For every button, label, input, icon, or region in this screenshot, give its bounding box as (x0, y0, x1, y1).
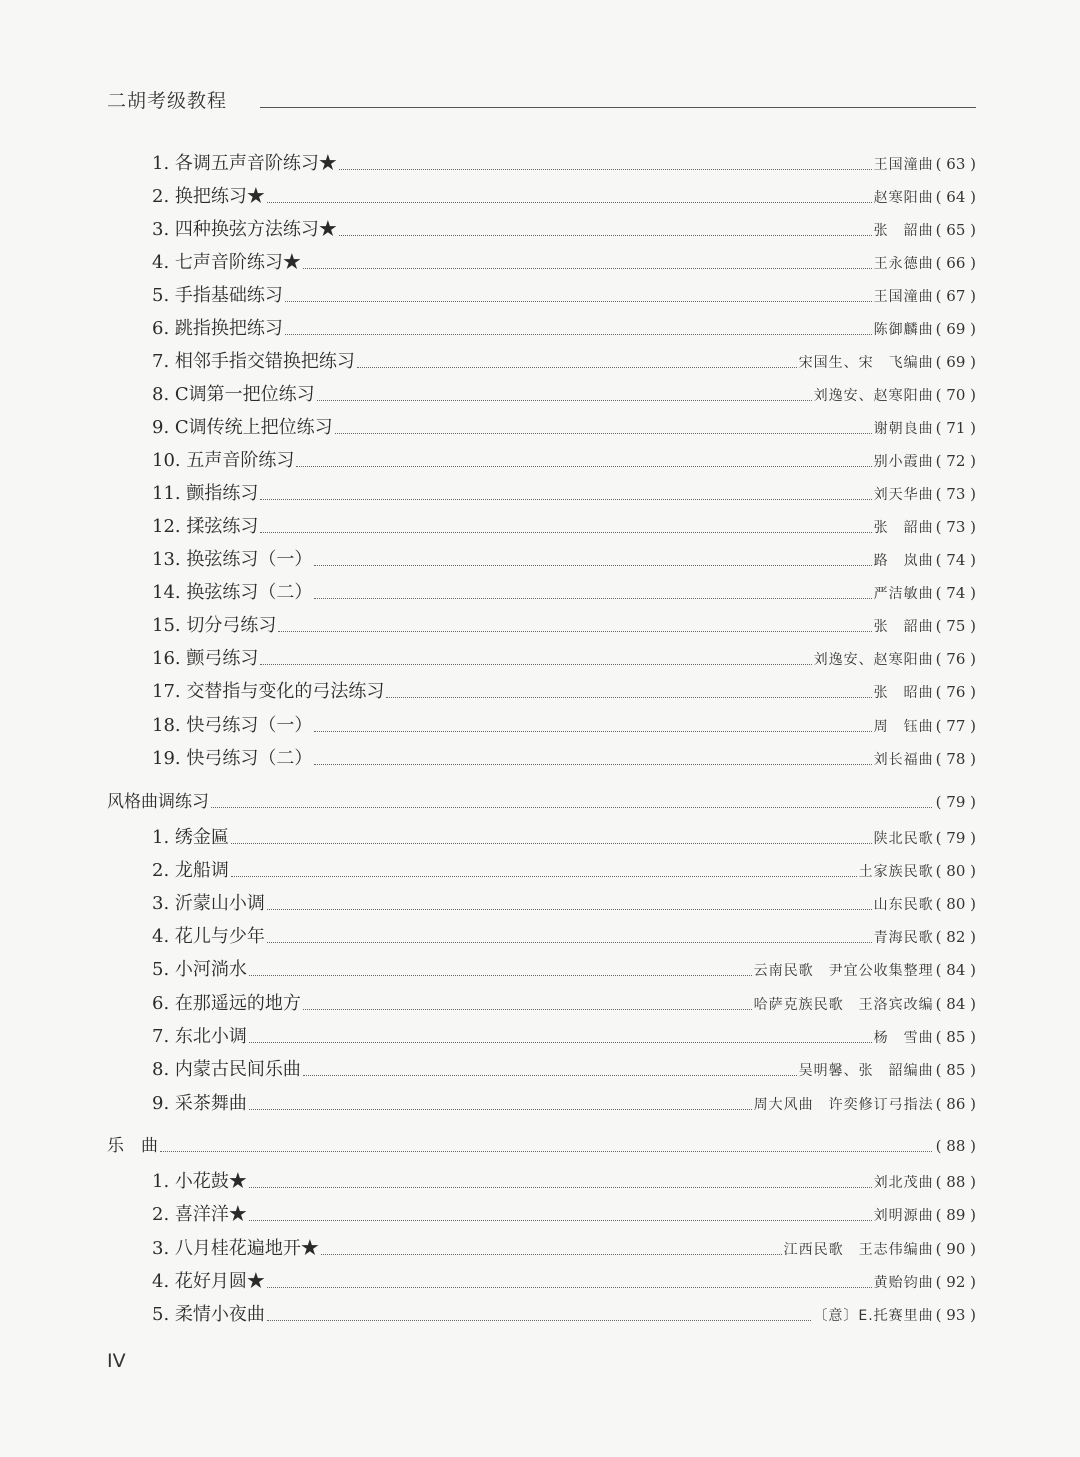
toc-entry-credit: 土家族民歌 (858, 864, 934, 880)
toc-page-number: ( 80 ) (935, 862, 976, 880)
toc-page-number: ( 73 ) (935, 485, 976, 503)
toc-page-number: ( 80 ) (935, 895, 976, 913)
toc-page-number: ( 76 ) (935, 683, 976, 701)
toc-entry-title: 1. 小花鼓★ (152, 1171, 247, 1192)
toc-entry-row[interactable] (152, 892, 976, 916)
toc-entry-title: 2. 龙船调 (152, 860, 229, 881)
toc-entry-title: 3. 八月桂花遍地开★ (152, 1238, 319, 1259)
toc-entry-credit: 杨 雪曲 (873, 1030, 934, 1046)
dot-leader (314, 763, 871, 765)
dot-leader (249, 1108, 752, 1110)
toc-entry-title: 11. 颤指练习 (152, 483, 259, 504)
toc-entry-credit: 〔意〕E.托赛里曲 (813, 1308, 934, 1324)
toc-entry-credit: 周大风曲 许奕修订弓指法 (753, 1097, 934, 1113)
toc-entry-row[interactable] (152, 1203, 976, 1227)
toc-entry-title: 17. 交替指与变化的弓法练习 (152, 681, 385, 702)
dot-leader (267, 201, 872, 203)
toc-entry-row[interactable] (152, 1058, 976, 1082)
dot-leader (249, 1219, 872, 1221)
toc-page-number: ( 89 ) (935, 1206, 976, 1224)
toc-page-number: ( 74 ) (935, 551, 976, 569)
toc-entry-title: 5. 小河淌水 (152, 959, 247, 980)
toc-entry-title: 18. 快弓练习（一） (152, 715, 313, 736)
toc-entry-row[interactable] (152, 859, 976, 883)
toc-entry-title: 2. 换把练习★ (152, 186, 265, 207)
toc-entry-credit: 路 岚曲 (873, 553, 934, 569)
toc-entry-title: 12. 揉弦练习 (152, 516, 259, 537)
dot-leader (249, 1041, 872, 1043)
toc-entry-title: 2. 喜洋洋★ (152, 1204, 247, 1225)
toc-page-number: ( 85 ) (935, 1061, 976, 1079)
dot-leader (249, 1186, 872, 1188)
dot-leader (260, 663, 811, 665)
dot-leader (285, 333, 872, 335)
toc-entry-row[interactable] (152, 416, 976, 440)
toc-entry-title: 3. 沂蒙山小调 (152, 893, 265, 914)
toc-page-number: ( 92 ) (935, 1273, 976, 1291)
toc-entry-row[interactable] (152, 614, 976, 638)
dot-leader (296, 465, 871, 467)
toc-section-row[interactable] (107, 1134, 976, 1158)
toc-entry-title: 8. C调第一把位练习 (152, 384, 315, 405)
toc-entry-row[interactable] (152, 152, 976, 176)
toc-page-number: ( 79 ) (935, 793, 976, 811)
dot-leader (267, 1319, 811, 1321)
toc-entry-credit: 王国潼曲 (873, 289, 934, 305)
toc-page-number: ( 74 ) (935, 584, 976, 602)
dot-leader (303, 267, 872, 269)
dot-leader (335, 432, 872, 434)
toc-section-title: 风格曲调练习 (107, 792, 209, 812)
toc-entry-credit: 刘逸安、赵寒阳曲 (813, 388, 934, 404)
toc-page-number: ( 69 ) (935, 353, 976, 371)
toc-page-number: ( 82 ) (935, 928, 976, 946)
page-number: IV (107, 1350, 126, 1372)
toc-entry-credit: 陈御麟曲 (873, 322, 934, 338)
toc-entry-title: 3. 四种换弦方法练习★ (152, 219, 337, 240)
dot-leader (267, 1286, 872, 1288)
dot-leader (386, 696, 871, 698)
toc-entry-credit: 宋国生、宋 飞编曲 (798, 355, 934, 371)
toc-page-number: ( 71 ) (935, 419, 976, 437)
toc-page-number: ( 69 ) (935, 320, 976, 338)
toc-entry-credit: 谢朝良曲 (873, 421, 934, 437)
toc-entry-row[interactable] (152, 449, 976, 473)
toc-entry-title: 15. 切分弓练习 (152, 615, 277, 636)
toc-page-number: ( 77 ) (935, 717, 976, 735)
toc-entry-row[interactable] (152, 548, 976, 572)
dot-leader (260, 498, 871, 500)
toc-entry-credit: 黄贻钧曲 (873, 1275, 934, 1291)
toc-page-number: ( 64 ) (935, 188, 976, 206)
dot-leader (278, 630, 871, 632)
toc-entry-row[interactable] (152, 251, 976, 275)
toc-entry-row[interactable] (152, 1170, 976, 1194)
toc-entry-row[interactable] (152, 747, 976, 771)
toc-page-number: ( 73 ) (935, 518, 976, 536)
toc-entry-credit: 刘北茂曲 (873, 1175, 934, 1191)
dot-leader (211, 806, 932, 808)
dot-leader (231, 875, 857, 877)
toc-entry-row[interactable] (152, 1270, 976, 1294)
toc-entry-credit: 陕北民歌 (873, 831, 934, 847)
toc-entry-credit: 刘长福曲 (873, 752, 934, 768)
toc-entry-row[interactable] (152, 185, 976, 209)
dot-leader (231, 842, 872, 844)
toc-entry-title: 7. 相邻手指交错换把练习 (152, 351, 355, 372)
dot-leader (314, 564, 871, 566)
toc-entry-row[interactable] (152, 482, 976, 506)
toc-entry-row[interactable] (152, 515, 976, 539)
toc-page-number: ( 75 ) (935, 617, 976, 635)
toc-section-title: 乐 曲 (107, 1136, 158, 1156)
toc-entry-row[interactable] (152, 925, 976, 949)
toc-page-number: ( 86 ) (935, 1095, 976, 1113)
toc-entry-title: 1. 各调五声音阶练习★ (152, 153, 337, 174)
toc-page-number: ( 84 ) (935, 995, 976, 1013)
dot-leader (303, 1074, 797, 1076)
toc-entry-title: 16. 颤弓练习 (152, 648, 259, 669)
toc-entry-credit: 周 钰曲 (873, 719, 934, 735)
toc-entry-title: 14. 换弦练习（二） (152, 582, 313, 603)
toc-page-number: ( 63 ) (935, 155, 976, 173)
toc-entry-title: 4. 花好月圆★ (152, 1271, 265, 1292)
toc-entry-credit: 山东民歌 (873, 897, 934, 913)
toc-entry-title: 6. 跳指换把练习 (152, 318, 283, 339)
toc-page-number: ( 66 ) (935, 254, 976, 272)
toc-page-number: ( 90 ) (935, 1240, 976, 1258)
toc-entry-title: 19. 快弓练习（二） (152, 748, 313, 769)
toc-entry-credit: 张 韶曲 (873, 520, 934, 536)
toc-entry-row[interactable] (152, 958, 976, 982)
toc-entry-credit: 别小霞曲 (873, 454, 934, 470)
toc-entry-title: 4. 七声音阶练习★ (152, 252, 301, 273)
toc-entry-row[interactable] (152, 317, 976, 341)
toc-entry-row[interactable] (152, 1092, 976, 1116)
toc-entry-credit: 王国潼曲 (873, 157, 934, 173)
toc-entry-row[interactable] (152, 826, 976, 850)
toc-entry-row[interactable] (152, 581, 976, 605)
toc-entry-row[interactable] (152, 680, 976, 704)
dot-leader (249, 974, 752, 976)
dot-leader (339, 168, 872, 170)
dot-leader (267, 908, 872, 910)
dot-leader (357, 366, 797, 368)
toc-entry-credit: 刘逸安、赵寒阳曲 (813, 652, 934, 668)
toc-entry-title: 9. 采茶舞曲 (152, 1093, 247, 1114)
toc-page-number: ( 88 ) (935, 1173, 976, 1191)
dot-leader (260, 531, 871, 533)
toc-entry-row[interactable] (152, 1237, 976, 1261)
toc-entry-title: 7. 东北小调 (152, 1026, 247, 1047)
header-rule (260, 107, 976, 108)
toc-entry-row[interactable] (152, 647, 976, 671)
running-header (107, 88, 976, 114)
toc-entry-credit: 张 昭曲 (873, 685, 934, 701)
toc-page-number: ( 93 ) (935, 1306, 976, 1324)
toc-page-number: ( 78 ) (935, 750, 976, 768)
toc-entry-credit: 张 韶曲 (873, 223, 934, 239)
toc-entry-title: 1. 绣金匾 (152, 827, 229, 848)
toc-entry-title: 5. 柔情小夜曲 (152, 1304, 265, 1325)
toc-entry-title: 8. 内蒙古民间乐曲 (152, 1059, 301, 1080)
dot-leader (267, 941, 872, 943)
toc-page-number: ( 79 ) (935, 829, 976, 847)
toc-entry-title: 13. 换弦练习（一） (152, 549, 313, 570)
toc-entry-credit: 刘天华曲 (873, 487, 934, 503)
toc-entry-credit: 哈萨克族民歌 王洛宾改编 (753, 997, 934, 1013)
toc-entry-row[interactable] (152, 218, 976, 242)
toc-entry-row[interactable] (152, 714, 976, 738)
toc-entry-credit: 青海民歌 (873, 930, 934, 946)
toc-entry-row[interactable] (152, 992, 976, 1016)
dot-leader (160, 1150, 932, 1152)
toc-entry-row[interactable] (152, 1303, 976, 1327)
toc-page-number: ( 85 ) (935, 1028, 976, 1046)
toc-entry-credit: 严洁敏曲 (873, 586, 934, 602)
toc-entry-credit: 吴明馨、张 韶编曲 (798, 1063, 934, 1079)
dot-leader (321, 1253, 782, 1255)
toc-entry-credit: 张 韶曲 (873, 619, 934, 635)
toc-page-number: ( 88 ) (935, 1137, 976, 1155)
toc-entry-credit: 赵寒阳曲 (873, 190, 934, 206)
toc-page-number: ( 72 ) (935, 452, 976, 470)
toc-entry-row[interactable] (152, 383, 976, 407)
toc-section-row[interactable] (107, 790, 976, 814)
toc-entry-title: 4. 花儿与少年 (152, 926, 265, 947)
toc-entry-credit: 云南民歌 尹宜公收集整理 (753, 963, 934, 979)
toc-entry-title: 9. C调传统上把位练习 (152, 417, 333, 438)
toc-page-number: ( 84 ) (935, 961, 976, 979)
toc-entry-credit: 刘明源曲 (873, 1208, 934, 1224)
dot-leader (339, 234, 872, 236)
toc-page-number: ( 67 ) (935, 287, 976, 305)
toc-entry-credit: 江西民歌 王志伟编曲 (783, 1242, 934, 1258)
dot-leader (285, 300, 872, 302)
toc-entry-credit: 王永德曲 (873, 256, 934, 272)
toc-entry-title: 5. 手指基础练习 (152, 285, 283, 306)
toc-page-number: ( 65 ) (935, 221, 976, 239)
dot-leader (317, 399, 812, 401)
toc-entry-row[interactable] (152, 1025, 976, 1049)
dot-leader (314, 730, 871, 732)
toc-page-number: ( 70 ) (935, 386, 976, 404)
dot-leader (303, 1008, 752, 1010)
toc-page-number: ( 76 ) (935, 650, 976, 668)
book-title: 二胡考级教程 (107, 90, 228, 112)
toc-entry-title: 10. 五声音阶练习 (152, 450, 295, 471)
dot-leader (314, 597, 871, 599)
toc-entry-row[interactable] (152, 284, 976, 308)
toc-entry-title: 6. 在那遥远的地方 (152, 993, 301, 1014)
toc-entry-row[interactable] (152, 350, 976, 374)
